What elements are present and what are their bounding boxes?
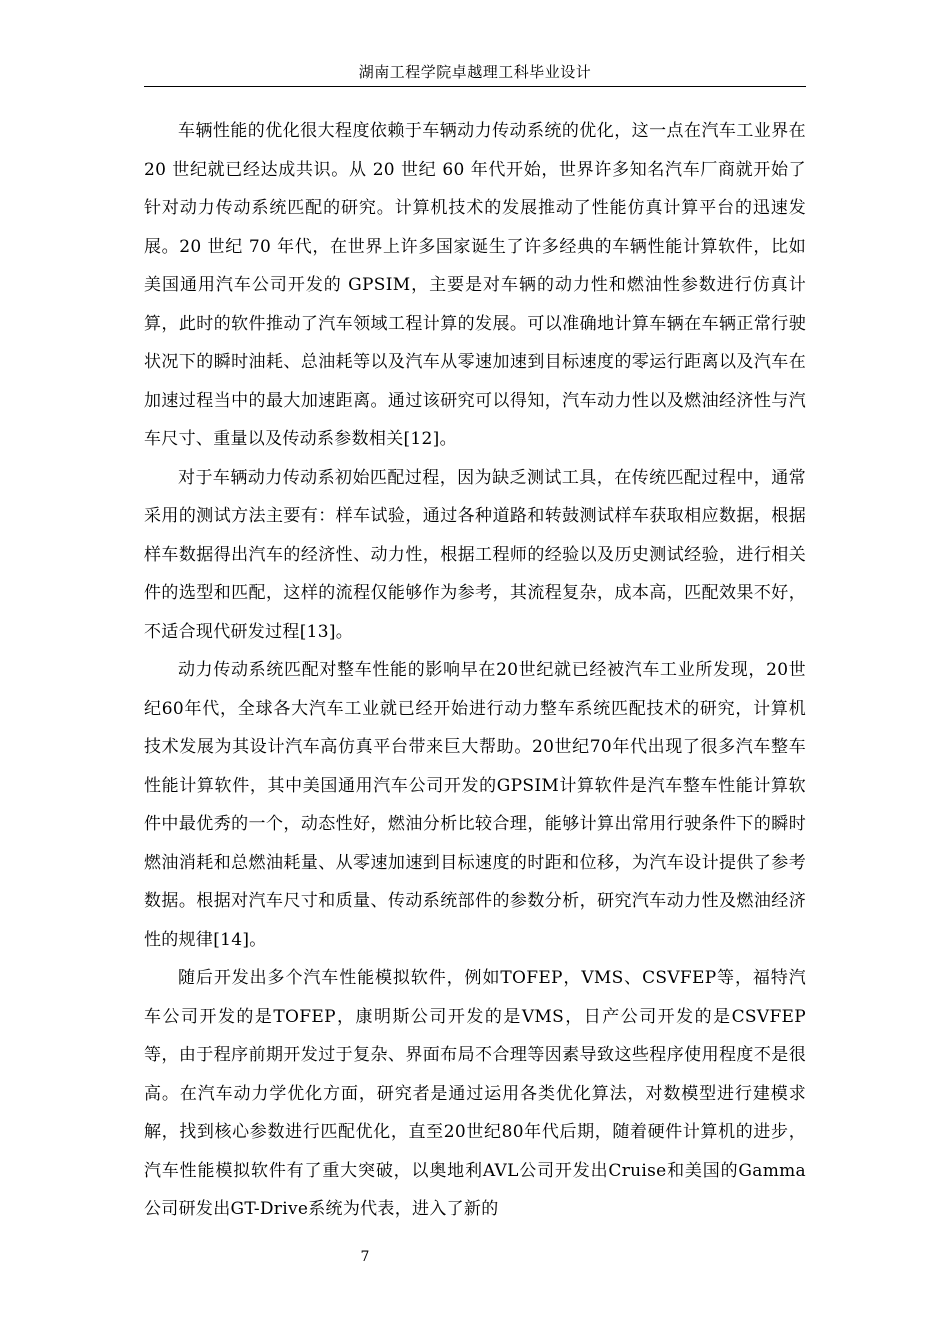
paragraph-4: 随后开发出多个汽车性能模拟软件，例如TOFEP，VMS、CSVFEP等，福特汽车公司开发的是TOFEP，康明斯公司开发的是VMS，日产公司开发的是CSVFEP等，由于程序前期开发过于复杂、界面布局不合理等因素导致这些程序使用程度不是很高。在汽车动力学优化方面，研究者是通过运用各类优化算法，对数模型进行建模求解，找到核心参数进行匹配优化，直至20世纪80年代后期，随着硬件计算机的进步，汽车性能模拟软件有了重大突破，以奥地利AVL公司开发出Cruise和美国的Gamma公司研发出GT-Drive系统为代表，进入了新的	[144, 968, 806, 1219]
page-number: 7	[360, 1249, 370, 1265]
paragraph-3: 动力传动系统匹配对整车性能的影响早在20世纪就已经被汽车工业所发现，20世纪60年代，全球各大汽车工业就已经开始进行动力整车系统匹配技术的研究，计算机技术发展为其设计汽车高仿真平台带来巨大帮助。20世纪70年代出现了很多汽车整车性能计算软件，其中美国通用汽车公司开发的GPSIM计算软件是汽车整车性能计算软件中最优秀的一个，动态性好，燃油分析比较合理，能够计算出常用行驶条件下的瞬时燃油消耗和总燃油耗量、从零速加速到目标速度的时距和位移，为汽车设计提供了参考数据。根据对汽车尺寸和质量、传动系统部件的参数分析，研究汽车动力性及燃油经济性的规律[14]。	[144, 660, 806, 950]
page-header: 湖南工程学院卓越理工科毕业设计	[358, 63, 592, 81]
body-text	[144, 112, 806, 1229]
header-rule	[144, 86, 806, 87]
paragraph-1: 车辆性能的优化很大程度依赖于车辆动力传动系统的优化，这一点在汽车工业界在 20 世纪就已经达成共识。从 20 世纪 60 年代开始，世界许多知名汽车厂商就开始了针对动力传动系统匹配的研究。计算机技术的发展推动了性能仿真计算平台的迅速发展。20 世纪 70 年代，在世界上许多国家诞生了许多经典的车辆性能计算软件，比如美国通用汽车公司开发的 GPSIM，主要是对车辆的动力性和燃油性参数进行仿真计算，此时的软件推动了汽车领域工程计算的发展。可以准确地计算车辆在车辆正常行驶状况下的瞬时油耗、总油耗等以及汽车从零速加速到目标速度的零运行距离以及汽车在加速过程当中的最大加速距离。通过该研究可以得知，汽车动力性以及燃油经济性与汽车尺寸、重量以及传动系参数相关[12]。	[144, 121, 806, 449]
paragraph-2: 对于车辆动力传动系初始匹配过程，因为缺乏测试工具，在传统匹配过程中，通常采用的测试方法主要有：样车试验，通过各种道路和转鼓测试样车获取相应数据，根据样车数据得出汽车的经济性、动力性，根据工程师的经验以及历史测试经验，进行相关件的选型和匹配，这样的流程仅能够作为参考，其流程复杂，成本高，匹配效果不好，不适合现代研发过程[13]。	[144, 467, 806, 642]
